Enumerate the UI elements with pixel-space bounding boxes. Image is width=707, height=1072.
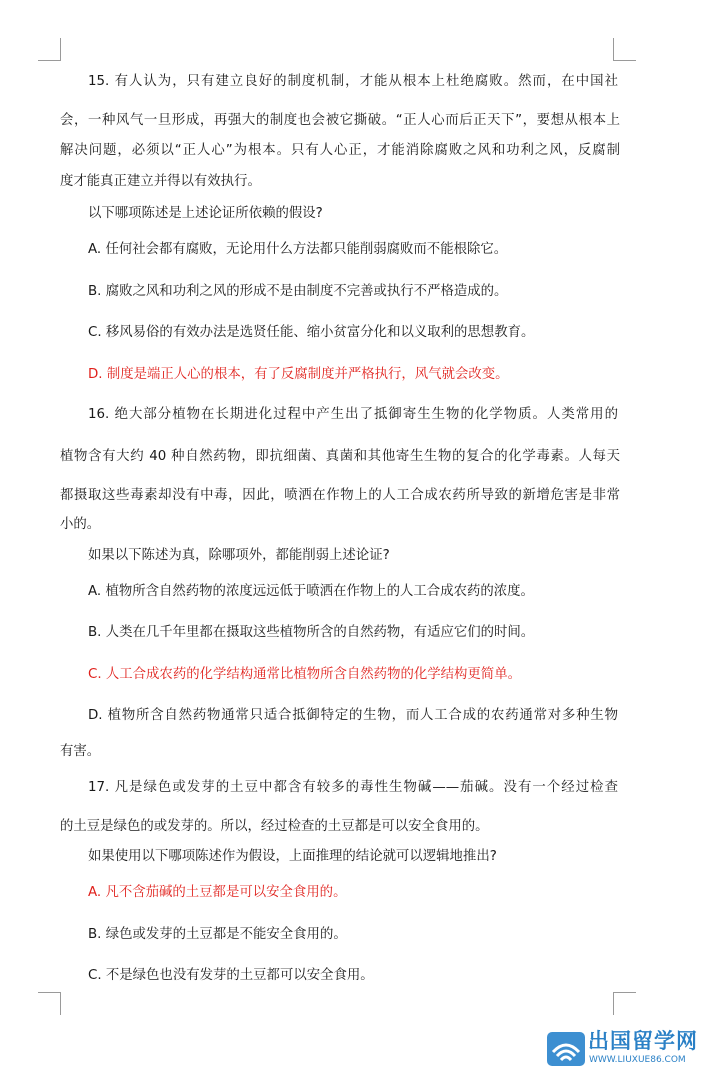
crop-mark-top-left (38, 38, 61, 61)
question-16-stem-line-1: 16. 绝大部分植物在长期进化过程中产生出了抵御寄生生物的化学物质。人类常用的 (88, 407, 618, 422)
question-16-option-c-answer: C. 人工合成农药的化学结构通常比植物所含自然药物的化学结构更简单。 (88, 667, 521, 682)
question-15-stem-line-1: 15. 有人认为，只有建立良好的制度机制，才能从根本上杜绝腐败。然而，在中国社 (88, 74, 618, 89)
question-15-option-c: C. 移风易俗的有效办法是选贤任能、缩小贫富分化和以义取利的思想教育。 (88, 325, 535, 340)
watermark-url: WWW.LIUXUE86.COM (589, 1055, 686, 1065)
question-16-option-b: B. 人类在几千年里都在摄取这些植物所含的自然药物，有适应它们的时间。 (88, 625, 535, 640)
crop-mark-bottom-right (613, 992, 636, 1015)
question-16-stem-line-2: 植物含有大约 40 种自然药物，即抗细菌、真菌和其他寄生生物的复合的化学毒素。人每天 (60, 449, 620, 464)
question-16-prompt: 如果以下陈述为真，除哪项外，都能削弱上述论证? (88, 548, 390, 563)
question-15-prompt: 以下哪项陈述是上述论证所依赖的假设? (88, 206, 323, 221)
wifi-arc-logo-icon (546, 1030, 586, 1068)
question-16-stem-line-4: 小的。 (60, 517, 101, 532)
crop-mark-bottom-left (38, 992, 61, 1015)
question-17-prompt: 如果使用以下哪项陈述作为假设，上面推理的结论就可以逻辑地推出? (88, 849, 497, 864)
question-17-option-b: B. 绿色或发芽的土豆都是不能安全食用的。 (88, 927, 347, 942)
question-15-stem-line-2: 会，一种风气一旦形成，再强大的制度也会被它撕破。“正人心而后正天下”，要想从根本上 (60, 113, 620, 128)
question-16-option-a: A. 植物所含自然药物的浓度远远低于喷洒在作物上的人工合成农药的浓度。 (88, 584, 534, 599)
watermark-title: 出国留学网 (588, 1029, 698, 1053)
site-watermark (546, 1028, 706, 1070)
question-15-option-d-answer: D. 制度是端正人心的根本，有了反腐制度并严格执行，风气就会改变。 (88, 367, 509, 382)
question-15-stem-line-4: 度才能真正建立并得以有效执行。 (60, 174, 261, 189)
question-16-option-d-continued: 有害。 (60, 744, 101, 759)
question-17-stem-line-2: 的土豆是绿色的或发芽的。所以，经过检查的土豆都是可以安全食用的。 (60, 819, 489, 834)
question-15-option-b: B. 腐败之风和功利之风的形成不是由制度不完善或执行不严格造成的。 (88, 284, 508, 299)
crop-mark-top-right (613, 38, 636, 61)
question-16-option-d: D. 植物所含自然药物通常只适合抵御特定的生物，而人工合成的农药通常对多种生物 (88, 708, 618, 723)
question-15-option-a: A. 任何社会都有腐败，无论用什么方法都只能削弱腐败而不能根除它。 (88, 242, 508, 257)
question-17-stem-line-1: 17. 凡是绿色或发芽的土豆中都含有较多的毒性生物碱——茄碱。没有一个经过检查 (88, 780, 618, 795)
question-17-option-c: C. 不是绿色也没有发芽的土豆都可以安全食用。 (88, 968, 374, 983)
question-15-stem-line-3: 解决问题，必须以“正人心”为根本。只有人心正，才能消除腐败之风和功利之风，反腐制 (60, 143, 620, 158)
question-16-stem-line-3: 都摄取这些毒素却没有中毒，因此，喷洒在作物上的人工合成农药所导致的新增危害是非常 (60, 488, 620, 503)
question-17-option-a-answer: A. 凡不含茄碱的土豆都是可以安全食用的。 (88, 885, 347, 900)
